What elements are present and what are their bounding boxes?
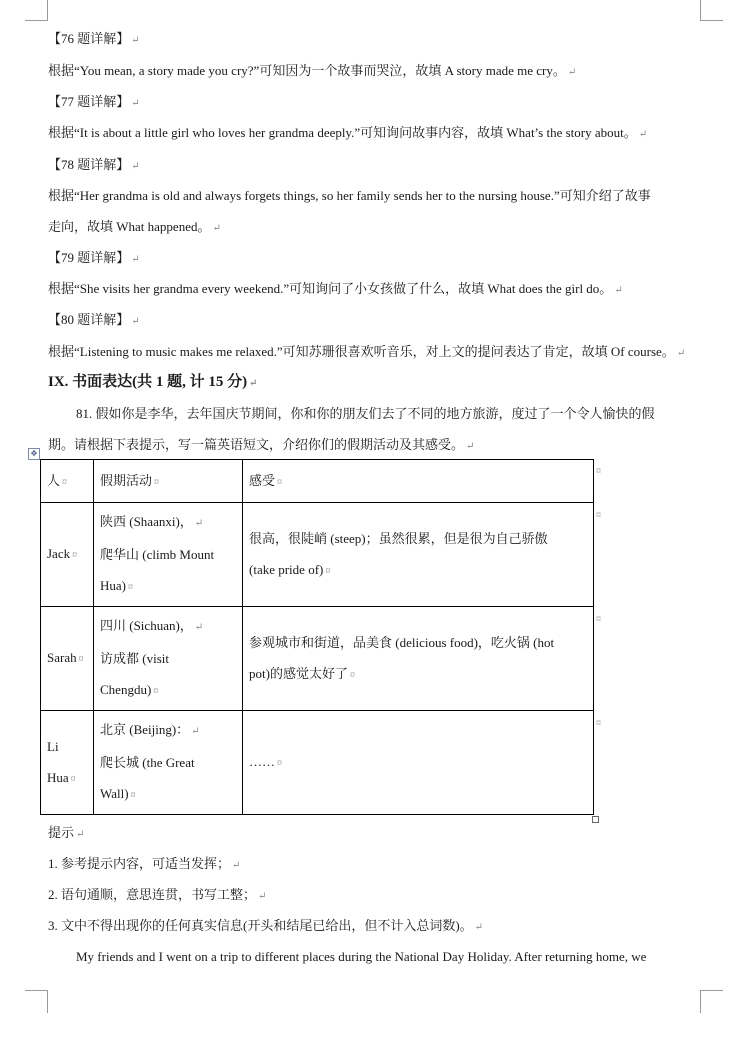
row-end-mark: ¤ [596,614,601,625]
answer-79-text: 根据“She visits her grandma every weekend.”可知询问了小女孩做了什么，故填 What does the girl do。 ↵ [48,281,623,296]
answer-78-text-cont: 走向，故填 What happened。 ↵ [48,219,221,234]
tips-title: 提示 ↵ [48,825,85,840]
cell-person: Sarah ¤ [41,607,94,711]
answer-77-title: 【77 题详解】 ↵ [48,94,140,109]
page-corner-top-left [25,0,48,21]
answer-80-title: 【80 题详解】 ↵ [48,312,140,327]
cell-person: Li Hua ¤ [41,711,94,815]
table-row [41,711,594,815]
tip-item: 1. 参考提示内容，可适当发挥； ↵ [48,856,241,871]
answer-76-text: 根据“You mean, a story made you cry?”可知因为一个故事而哭泣，故填 A story made me cry。 ↵ [48,63,577,78]
essay-opening: My friends and I went on a trip to different places during the National Day Holiday. After returning home, we [76,949,647,964]
cell-feeling: 参观城市和街道，品美食 (delicious food)，吃火锅 (hot pot)的感觉太好了 ¤ [243,607,594,711]
table-row [41,503,594,607]
page-corner-bottom-left [25,990,48,1013]
table-resize-handle[interactable] [592,816,599,823]
table-row [41,607,594,711]
header-activity: 假期活动 ¤ [94,460,243,503]
cell-activity: 北京 (Beijing)： ↵ 爬长城 (the Great Wall) ¤ [94,711,243,815]
cell-person: Jack ¤ [41,503,94,607]
header-person: 人 ¤ [41,460,94,503]
question-line-1: 81. 假如你是李华，去年国庆节期间，你和你的朋友们去了不同的地方旅游，度过了一个令人愉快的假 [76,406,655,421]
cell-activity: 陕西 (Shaanxi)， ↵ 爬华山 (climb Mount Hua) ¤ [94,503,243,607]
section-heading: IX. 书面表达(共 1 题, 计 15 分) ↵ [48,374,258,390]
row-end-mark: ¤ [596,510,601,521]
cell-activity: 四川 (Sichuan)， ↵ 访成都 (visit Chengdu) ¤ [94,607,243,711]
answer-77-text: 根据“It is about a little girl who loves her grandma deeply.”可知询问故事内容，故填 What’s the story about。 ↵ [48,125,648,140]
page-corner-bottom-right [700,990,723,1013]
answer-79-title: 【79 题详解】 ↵ [48,250,140,265]
tip-item: 2. 语句通顺，意思连贯，书写工整； ↵ [48,887,267,902]
row-end-mark: ¤ [596,718,601,729]
answer-78-title: 【78 题详解】 ↵ [48,157,140,172]
answer-76-title: 【76 题详解】 ↵ [48,31,140,46]
answer-80-text: 根据“Listening to music makes me relaxed.”可知苏珊很喜欢听音乐，对上文的提问表达了肯定，故填 Of course。 ↵ [48,344,686,359]
cell-feeling: …… ¤ [243,711,594,815]
row-end-mark: ¤ [596,466,601,477]
table-move-handle-icon[interactable]: ✥ [28,448,40,460]
question-line-2: 期。请根据下表提示，写一篇英语短文，介绍你们的假期活动及其感受。 ↵ [48,437,475,452]
page-corner-top-right [700,0,723,21]
answer-78-text: 根据“Her grandma is old and always forgets things, so her family sends her to the nursing house.”可知介绍了故事 [48,188,651,203]
holiday-table [40,459,594,815]
cell-feeling: 很高，很陡峭 (steep)；虽然很累，但是很为自己骄傲 (take pride of) ¤ [243,503,594,607]
table-header-row [41,460,594,503]
tip-item: 3. 文中不得出现你的任何真实信息(开头和结尾已给出，但不计入总词数)。 ↵ [48,918,484,933]
header-feeling: 感受 ¤ [243,460,594,503]
